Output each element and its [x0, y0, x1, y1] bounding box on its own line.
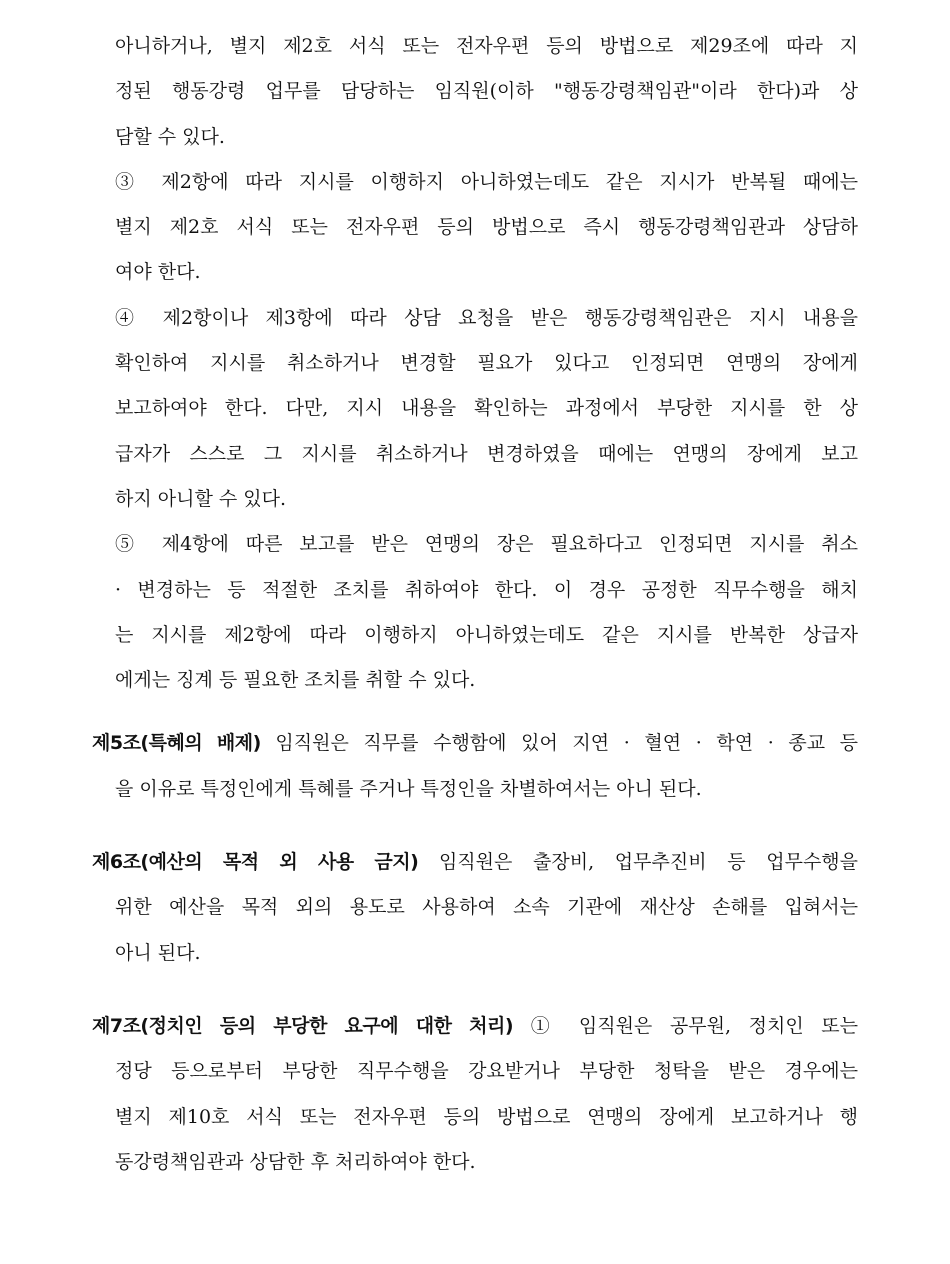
continuation-paragraph: [92, 24, 858, 160]
text-line: 급자가 스스로 그 지시를 취소하거나 변경하였을 때에는 연맹의 장에게 보고: [115, 442, 858, 465]
article-heading: 제7조(정치인 등의 부당한 요구에 대한 처리): [92, 1014, 514, 1037]
article-first-line-text: 임직원은 직무를 수행함에 있어 지연 · 혈연 · 학연 · 종교 등: [275, 732, 858, 755]
text-line: 위한 예산을 목적 외의 용도로 사용하여 소속 기관에 재산상 손해를 입혀서는: [115, 896, 858, 919]
text-line: 정당 등으로부터 부당한 직무수행을 강요받거나 부당한 청탁을 받은 경우에는: [115, 1060, 858, 1083]
text-line: 아니하거나, 별지 제2호 서식 또는 전자우편 등의 방법으로 제29조에 따라 지: [115, 35, 858, 57]
text-line: 확인하여 지시를 취소하거나 변경할 필요가 있다고 인정되면 연맹의 장에게: [115, 352, 858, 375]
article-6: [92, 840, 858, 976]
article-first-line-text: 임직원은 출장비, 업무추진비 등 업무수행을: [438, 851, 858, 874]
text-line: 별지 제10호 서식 또는 전자우편 등의 방법으로 연맹의 장에게 보고하거나 행: [115, 1105, 858, 1128]
text-line: 하지 아니할 수 있다.: [115, 487, 286, 510]
article-first-line: [92, 840, 858, 885]
text-line: 여야 한다.: [115, 261, 201, 284]
text-line: 담할 수 있다.: [115, 125, 225, 148]
paragraph-5: [92, 522, 858, 703]
article-first-line: [92, 1004, 858, 1049]
text-line: 보고하여야 한다. 다만, 지시 내용을 확인하는 과정에서 부당한 지시를 한 상: [115, 397, 858, 420]
text-line: 아니 된다.: [115, 941, 201, 964]
text-line: ④ 제2항이나 제3항에 따라 상담 요청을 받은 행동강령책임관은 지시 내용을: [115, 306, 858, 329]
article-7: [92, 1004, 858, 1185]
text-line: ③ 제2항에 따라 지시를 이행하지 아니하였는데도 같은 지시가 반복될 때에는: [115, 170, 858, 193]
article-heading: 제6조(예산의 목적 외 사용 금지): [92, 851, 419, 874]
text-line: ⑤ 제4항에 따른 보고를 받은 연맹의 장은 필요하다고 인정되면 지시를 취소: [115, 533, 858, 556]
article-heading: 제5조(특혜의 배제): [92, 732, 261, 755]
paragraph-3: [92, 160, 858, 296]
text-line: 는 지시를 제2항에 따라 이행하지 아니하였는데도 같은 지시를 반복한 상급자: [115, 623, 858, 646]
article-first-line-text: ① 임직원은 공무원, 정치인 또는: [530, 1014, 858, 1037]
paragraph-4: [92, 296, 858, 522]
text-line: 을 이유로 특정인에게 특혜를 주거나 특정인을 차별하여서는 아니 된다.: [115, 777, 702, 800]
text-line: 동강령책임관과 상담한 후 처리하여야 한다.: [115, 1150, 476, 1173]
text-line: 별지 제2호 서식 또는 전자우편 등의 방법으로 즉시 행동강령책임관과 상담하: [115, 216, 858, 239]
text-line: 정된 행동강령 업무를 담당하는 임직원(이하 "행동강령책임관"이라 한다)과 상: [115, 80, 858, 103]
text-line: · 변경하는 등 적절한 조치를 취하여야 한다. 이 경우 공정한 직무수행을 해치: [115, 578, 858, 601]
text-line: 에게는 징계 등 필요한 조치를 취할 수 있다.: [115, 669, 476, 692]
article-first-line: [92, 721, 858, 766]
article-5: [92, 721, 858, 812]
